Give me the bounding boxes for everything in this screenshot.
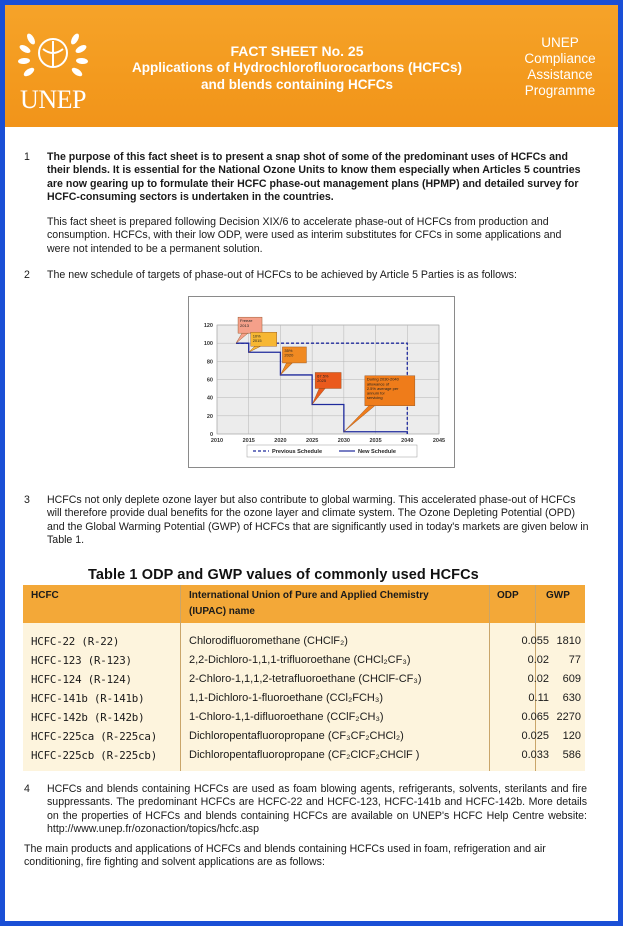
cell-gwp: 1810	[556, 635, 581, 647]
cell-gwp: 630	[562, 692, 581, 704]
programme-line: Assistance	[527, 67, 593, 82]
programme-line: Programme	[524, 83, 596, 98]
cell-odp: 0.02	[527, 673, 549, 685]
callout-label: 35% 2020	[284, 347, 294, 358]
odp-gwp-table	[23, 585, 585, 771]
cell-gwp: 586	[562, 749, 581, 761]
cell-gwp: 77	[568, 654, 581, 666]
fact-sheet-subtitle: and blends containing HCFCs	[200, 77, 393, 92]
fact-sheet-page	[5, 5, 618, 921]
table-row	[23, 689, 585, 708]
section3-text: HCFCs not only deplete ozone layer but also contribute to global warming. This accelerated phase-out of HCFCs will therefore provide dual benefits for the ozone layer and climate system. The Ozone Depleting Potential (OPD) and the Global Warming Potential (GWP) of HCFCs that are significantly used in today's markets are given below in Table 1.	[47, 494, 589, 547]
section1-text: This fact sheet is prepared following Decision XIX/6 to accelerate phase-out of HCFCs from production and consumption. HCFCs, with their low ODP, were used as interim substitutes for CFCs in some applications and were not intended to be a permanent solution.	[47, 216, 562, 255]
programme-label	[505, 35, 615, 99]
cell-hcfc: HCFC-124 (R-124)	[31, 673, 132, 686]
title-block	[97, 43, 497, 93]
header-gwp: GWP	[546, 590, 570, 601]
table-row	[23, 727, 585, 746]
cell-gwp: 2270	[556, 711, 581, 723]
header-hcfc: HCFC	[31, 590, 59, 601]
table-row	[23, 651, 585, 670]
cell-iupac-name: 2,2-Dichloro-1,1,1-trifluoroethane (CHCl₂CF₃)	[189, 654, 411, 666]
table-row	[23, 746, 585, 765]
cell-hcfc: HCFC-141b (R-141b)	[31, 692, 145, 705]
y-tick-label: 0	[209, 432, 213, 438]
phase-out-chart-svg	[189, 297, 454, 467]
cell-odp: 0.11	[528, 692, 549, 704]
legend-new-label: New Schedule	[358, 449, 396, 455]
section-number: 1	[24, 151, 30, 163]
cell-odp: 0.025	[521, 730, 549, 742]
programme-line: UNEP	[541, 35, 579, 50]
section-number: 2	[24, 269, 30, 281]
unep-laurel-icon	[13, 27, 93, 87]
y-tick-label: 100	[203, 341, 213, 348]
phase-out-chart	[188, 296, 455, 468]
cell-iupac-name: 1,1-Dichloro-1-fluoroethane (CCl₂FCH₃)	[189, 692, 383, 704]
table-header	[23, 585, 585, 623]
legend-previous-label: Previous Schedule	[272, 449, 323, 455]
section-number: 3	[24, 494, 30, 506]
table-title: Table 1 ODP and GWP values of commonly used HCFCs	[88, 567, 479, 583]
section1-intro: The purpose of this fact sheet is to present a snap shot of some of the predominant uses of HCFCs and their blends. It is essential for the National Ozone Units to know them especially when Articles 5 countries are now gearing up to formulate their HCFC phase-out management plans (HPMP) and detailed survey for HCFC-consuming sectors is undertaken in the countries.	[47, 151, 581, 204]
callout-label: 67.5% 2025	[317, 373, 329, 384]
x-tick-label: 2040	[401, 438, 414, 444]
programme-line: Compliance	[524, 51, 596, 66]
cell-iupac-name: 1-Chloro-1,1-difluoroethane (CClF₂CH₃)	[189, 711, 384, 723]
cell-iupac-name: 2-Chloro-1,1,1,2-tetrafluoroethane (CHClF-CF₃)	[189, 673, 422, 685]
cell-hcfc: HCFC-142b (R-142b)	[31, 711, 145, 724]
unep-logo	[13, 27, 93, 119]
cell-iupac-name: Dichloropentafluoropropane (CF₃CF₂CHCl₂)	[189, 730, 404, 742]
callout-label: 10% 2015	[252, 333, 262, 343]
y-tick-label: 80	[206, 359, 213, 366]
cell-hcfc: HCFC-225cb (R-225cb)	[31, 749, 158, 762]
cell-gwp: 120	[562, 730, 581, 742]
cell-odp: 0.055	[521, 635, 549, 647]
y-tick-label: 40	[206, 395, 213, 402]
table-row	[23, 670, 585, 689]
x-tick-label: 2010	[210, 438, 224, 444]
x-tick-label: 2030	[337, 438, 350, 444]
header-iupac-line2: (IUPAC) name	[189, 606, 255, 617]
x-tick-label: 2015	[242, 438, 255, 444]
y-tick-label: 60	[206, 377, 213, 384]
header-odp: ODP	[497, 590, 519, 601]
header-banner	[5, 5, 618, 127]
callout-label: Freeze 2013	[240, 318, 253, 328]
callout-label: During 2030-2040 allowance of 2.5% average per annum for servicing	[366, 376, 399, 401]
table-row	[23, 632, 585, 651]
cell-odp: 0.065	[521, 711, 549, 723]
cell-gwp: 609	[562, 673, 581, 685]
cell-odp: 0.02	[527, 654, 549, 666]
cell-iupac-name: Chlorodifluoromethane (CHClF₂)	[189, 635, 348, 647]
section4-text: HCFCs and blends containing HCFCs are used as foam blowing agents, refrigerants, solvents, sterilants and fire suppressants. The predominant HCFCs are HCFC-22 and HCFC-123, HCFC-141b and HCFC-142b. More details on the properties of HCFCs and blends containing HCFCs are available on UNEP's HCFC Help Centre website: http://www.unep.fr/ozonaction/topics/hcfc.asp	[47, 783, 587, 836]
x-tick-label: 2020	[274, 438, 287, 444]
y-tick-label: 120	[203, 323, 213, 329]
table-row	[23, 708, 585, 727]
section2-text: The new schedule of targets of phase-out of HCFCs to be achieved by Article 5 Parties is as follows:	[47, 269, 517, 281]
x-tick-label: 2035	[369, 438, 382, 444]
cell-hcfc: HCFC-123 (R-123)	[31, 654, 132, 667]
x-tick-label: 2045	[432, 438, 446, 444]
x-tick-label: 2025	[306, 438, 319, 444]
fact-sheet-title: Applications of Hydrochlorofluorocarbons (HCFCs)	[131, 60, 462, 75]
section4-closing: The main products and applications of HCFCs and blends containing HCFCs used in foam, refrigeration and air conditioning, fire fighting and solvent applications are as follows:	[24, 843, 546, 869]
fact-sheet-number: FACT SHEET No. 25	[230, 43, 364, 59]
unep-logo-text: UNEP	[20, 85, 86, 114]
cell-odp: 0.033	[521, 749, 549, 761]
header-iupac-line1: International Union of Pure and Applied Chemistry	[189, 590, 429, 601]
y-tick-label: 20	[206, 413, 213, 420]
section-number: 4	[24, 783, 30, 795]
cell-hcfc: HCFC-225ca (R-225ca)	[31, 730, 158, 743]
cell-iupac-name: Dichloropentafluoropropane (CF₂ClCF₂CHClF )	[189, 749, 420, 761]
cell-hcfc: HCFC-22 (R-22)	[31, 635, 120, 648]
